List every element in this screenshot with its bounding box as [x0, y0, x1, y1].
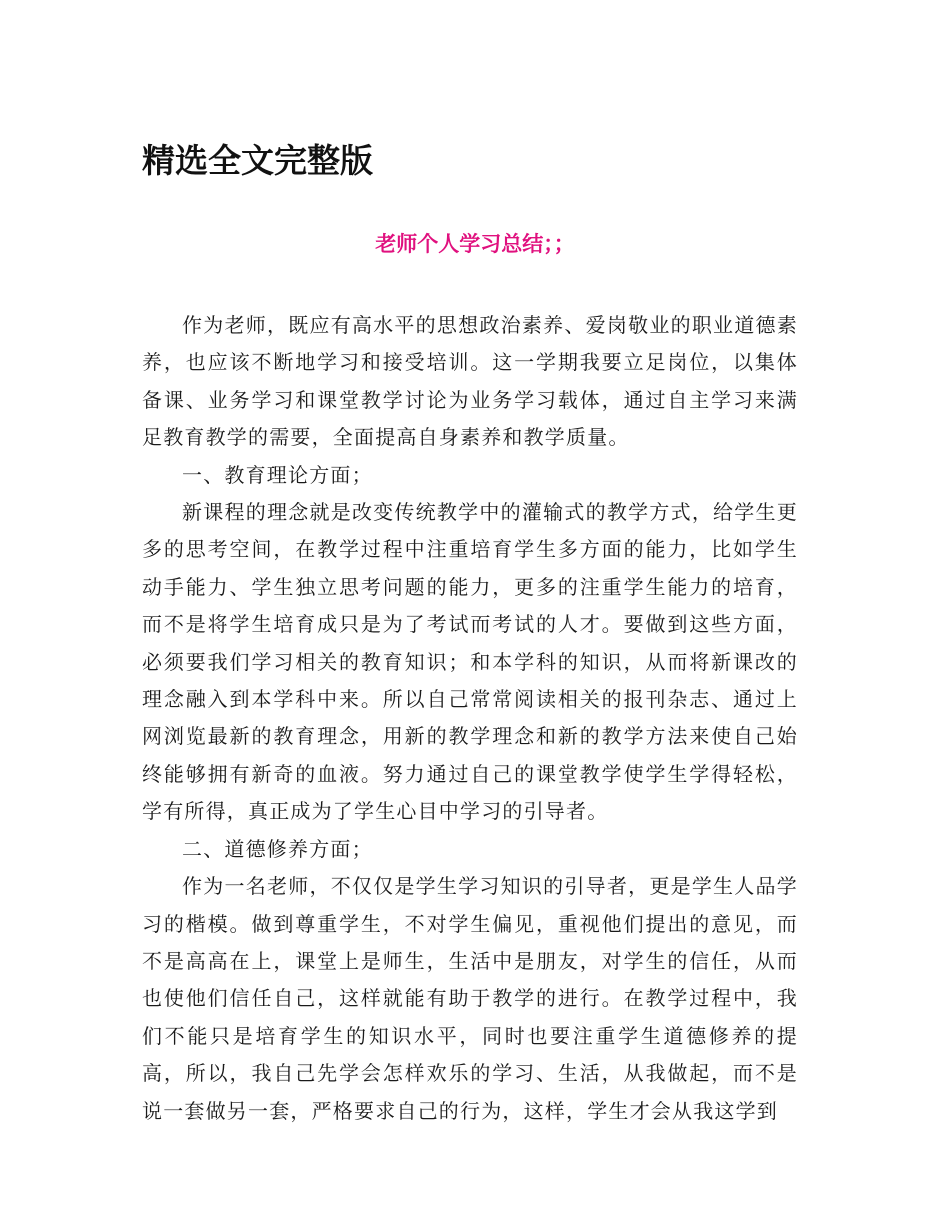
section-heading-moral-cultivation: 二、道德修养方面； [182, 836, 373, 861]
paragraph-intro: 作为老师，既应有高水平的思想政治素养、爱岗敬业的职业道德素养，也应该不断地学习和接受培训。这一学期我要立足岗位，以集体备课、业务学习和课堂教学讨论为业务学习载体，通过自主学习来满足教育教学的需要，全面提高自身素养和教学质量。 [142, 313, 798, 450]
paragraph-moral-cultivation: 作为一名老师，不仅仅是学生学习知识的引导者，更是学生人品学习的楷模。做到尊重学生，不对学生偏见，重视他们提出的意见，而不是高高在上，课堂上是师生，生活中是朋友，对学生的信任，从而也使他们信任自己，这样就能有助于教学的进行。在教学过程中，我们不能只是培育学生的知识水平，同时也要注重学生道德修养的提高，所以，我自己先学会怎样欢乐的学习、生活，从我做起，而不是说一套做另一套，严格要求自己的行为，这样，学生才会从我这学到 [142, 874, 798, 1123]
page-header-label: 精选全文完整版 [142, 141, 373, 180]
paragraph-education-theory: 新课程的理念就是改变传统教学中的灌输式的教学方式，给学生更多的思考空间，在教学过程中注重培育学生多方面的能力，比如学生动手能力、学生独立思考问题的能力，更多的注重学生能力的培育，而不是将学生培育成只是为了考试而考试的人才。要做到这些方面，必须要我们学习相关的教育知识；和本学科的知识，从而将新课改的理念融入到本学科中来。所以自己常常阅读相关的报刊杂志、通过上网浏览最新的教育理念，用新的教学理念和新的教学方法来使自己始终能够拥有新奇的血液。努力通过自己的课堂教学使学生学得轻松，学有所得，真正成为了学生心目中学习的引导者。 [142, 500, 798, 824]
document-title: 老师个人学习总结；； [375, 232, 575, 256]
document-body [142, 307, 798, 1130]
section-heading-education-theory: 一、教育理论方面； [182, 462, 373, 487]
